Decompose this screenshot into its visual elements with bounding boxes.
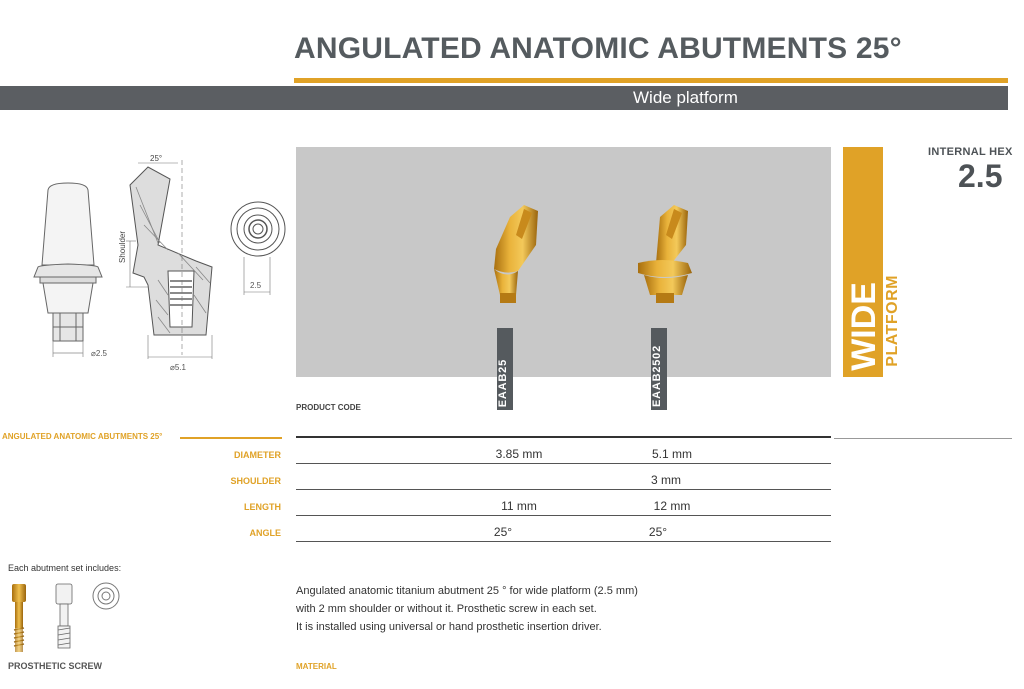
technical-drawing xyxy=(18,145,298,380)
cell-length-2: 12 mm xyxy=(653,499,691,513)
table-row-rule xyxy=(296,463,831,464)
platform-word: PLATFORM xyxy=(884,275,901,367)
description-line: with 2 mm shoulder or without it. Prosthetic screw in each set. xyxy=(296,603,597,615)
screw-top-view xyxy=(93,583,119,609)
prosthetic-screw-label: PROSTHETIC SCREW xyxy=(8,661,103,671)
product-description xyxy=(296,582,638,636)
abutment-photo-eaab2502 xyxy=(638,205,692,303)
table-top-rule xyxy=(296,436,831,438)
dim-diameter-large: ⌀5.1 xyxy=(170,363,186,372)
table-right-rule xyxy=(834,438,1012,439)
row-label-angle: ANGLE xyxy=(249,528,281,538)
shoulder-dimension: Shoulder xyxy=(118,230,127,263)
row-label-diameter: DIAMETER xyxy=(234,450,281,460)
abutment-cross-section xyxy=(130,167,212,335)
cell-shoulder-2: 3 mm xyxy=(651,473,681,487)
description-line: Angulated anatomic titanium abutment 25 ° for wide platform (2.5 mm) xyxy=(296,585,638,597)
row-label-length: LENGTH xyxy=(244,502,281,512)
screw-drawing xyxy=(56,584,72,648)
internal-hex-value: 2.5 xyxy=(958,158,1003,194)
product-code-eaab25 xyxy=(497,328,513,410)
platform-label: Wide platform xyxy=(633,88,738,107)
series-name: ANGULATED ANATOMIC ABUTMENTS 25° xyxy=(2,432,163,441)
product-code-eaab2502 xyxy=(651,328,667,410)
product-code-text: EAAB2502 xyxy=(651,344,663,407)
abutment-top-view xyxy=(231,202,285,256)
cell-angle-1: 25° xyxy=(493,525,513,539)
description-line: It is installed using universal or hand prosthetic insertion driver. xyxy=(296,621,602,633)
title-underline xyxy=(294,78,1008,83)
material-label: MATERIAL xyxy=(296,662,337,671)
set-includes-label: Each abutment set includes: xyxy=(8,563,122,573)
row-label-shoulder: SHOULDER xyxy=(230,476,281,486)
screw-illustrations xyxy=(8,578,128,658)
cell-diameter-2: 5.1 mm xyxy=(651,447,692,461)
cell-angle-2: 25° xyxy=(648,525,668,539)
cell-diameter-1: 3.85 mm xyxy=(495,447,543,461)
angle-dimension: 25° xyxy=(150,154,163,163)
product-code-text: EAAB25 xyxy=(497,358,509,407)
table-row-rule xyxy=(296,489,831,490)
wide-word: WIDE xyxy=(845,282,883,371)
cell-length-1: 11 mm xyxy=(501,499,537,513)
table-row-rule xyxy=(296,541,831,542)
wide-word-box xyxy=(843,147,883,377)
product-photo-panel xyxy=(296,147,831,377)
screw-photo xyxy=(12,584,26,652)
product-code-label: PRODUCT CODE xyxy=(296,403,361,412)
dim-diameter-small: ⌀2.5 xyxy=(91,349,107,358)
table-row-rule xyxy=(296,515,831,516)
abutment-side-view xyxy=(34,183,102,341)
abutment-photo-eaab25 xyxy=(494,205,538,303)
internal-hex-label: INTERNAL HEX xyxy=(928,146,1013,158)
series-underline xyxy=(180,437,282,439)
page-title: ANGULATED ANATOMIC ABUTMENTS 25° xyxy=(294,32,902,65)
platform-bar xyxy=(0,86,1008,110)
dim-top-view: 2.5 xyxy=(250,281,262,290)
